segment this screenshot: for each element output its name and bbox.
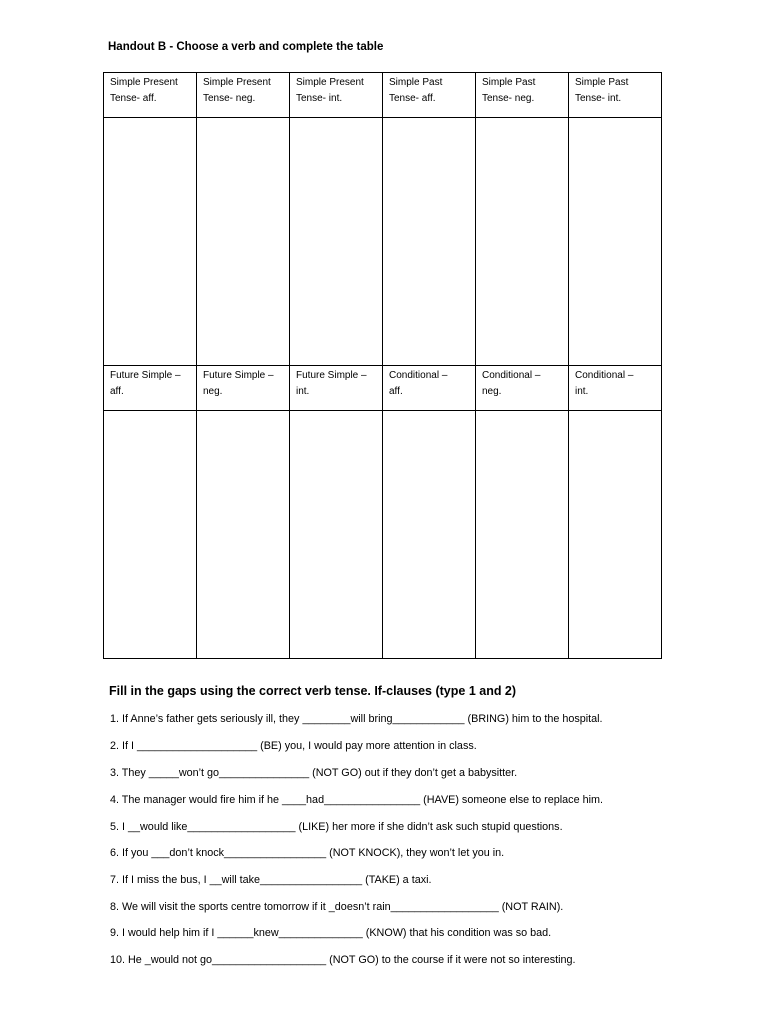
table-answer-row: [104, 118, 662, 366]
table-header-row: [104, 73, 662, 118]
table-header-cell: [104, 366, 197, 411]
exercise-item: 3. They _____won’t go_______________ (NOT GO) out if they don’t get a babysitter.: [110, 767, 518, 779]
answer-cell-simple-past-aff[interactable]: [383, 118, 476, 366]
exercise-item: 6. If you ___don’t knock_________________ (NOT KNOCK), they won’t let you in.: [110, 847, 505, 859]
answer-cell-simple-present-neg[interactable]: [197, 118, 290, 366]
table-header-cell: [383, 73, 476, 118]
table-header-cell: [290, 73, 383, 118]
answer-cell-simple-present-aff[interactable]: [104, 118, 197, 366]
table-header-cell: [383, 366, 476, 411]
table-header-cell: [476, 73, 569, 118]
column-label-simple-past-aff: Simple Past Tense- aff.: [389, 77, 443, 104]
answer-cell-conditional-neg[interactable]: [476, 411, 569, 659]
column-label-future-simple-int: Future Simple – int.: [296, 370, 367, 397]
column-label-conditional-aff: Conditional – aff.: [389, 370, 448, 397]
table-header-cell: [476, 366, 569, 411]
column-label-simple-present-int: Simple Present Tense- int.: [296, 77, 364, 104]
table-answer-row: [104, 411, 662, 659]
answer-cell-future-simple-aff[interactable]: [104, 411, 197, 659]
table-header-cell: [104, 73, 197, 118]
answer-cell-conditional-aff[interactable]: [383, 411, 476, 659]
exercise-item: 9. I would help him if I ______knew______________ (KNOW) that his condition was so bad.: [110, 927, 552, 939]
exercise-item: 1. If Anne’s father gets seriously ill, they ________will bring____________ (BRING) him to the hospital.: [110, 713, 603, 725]
exercise-item: 5. I __would like__________________ (LIKE) her more if she didn’t ask such stupid questions.: [110, 821, 563, 833]
column-label-simple-past-neg: Simple Past Tense- neg.: [482, 77, 536, 104]
table-header-cell: [569, 73, 662, 118]
exercise-item: 4. The manager would fire him if he ____had________________ (HAVE) someone else to replace him.: [110, 794, 603, 806]
column-label-future-simple-aff: Future Simple – aff.: [110, 370, 181, 397]
column-label-conditional-neg: Conditional – neg.: [482, 370, 541, 397]
exercise-item: 8. We will visit the sports centre tomorrow if it _doesn’t rain__________________ (NOT RAIN).: [110, 901, 564, 913]
column-label-simple-present-aff: Simple Present Tense- aff.: [110, 77, 178, 104]
table-header-cell: [197, 73, 290, 118]
answer-cell-future-simple-neg[interactable]: [197, 411, 290, 659]
handout-title: Handout B - Choose a verb and complete the table: [108, 41, 384, 53]
table-header-cell: [290, 366, 383, 411]
answer-cell-simple-past-int[interactable]: [569, 118, 662, 366]
column-label-simple-present-neg: Simple Present Tense- neg.: [203, 77, 271, 104]
exercise-item: 10. He _would not go___________________ (NOT GO) to the course if it were not so interesting.: [110, 954, 576, 966]
table-header-row: [104, 366, 662, 411]
answer-cell-future-simple-int[interactable]: [290, 411, 383, 659]
exercise-title: Fill in the gaps using the correct verb tense. If-clauses (type 1 and 2): [109, 684, 517, 698]
exercise-item: 7. If I miss the bus, I __will take_________________ (TAKE) a taxi.: [110, 874, 432, 886]
exercise-item: 2. If I ____________________ (BE) you, I would pay more attention in class.: [110, 740, 477, 752]
table-header-cell: [569, 366, 662, 411]
table-header-cell: [197, 366, 290, 411]
column-label-future-simple-neg: Future Simple – neg.: [203, 370, 274, 397]
answer-cell-conditional-int[interactable]: [569, 411, 662, 659]
answer-cell-simple-present-int[interactable]: [290, 118, 383, 366]
column-label-conditional-int: Conditional – int.: [575, 370, 634, 397]
tense-table: [103, 72, 662, 659]
column-label-simple-past-int: Simple Past Tense- int.: [575, 77, 629, 104]
answer-cell-simple-past-neg[interactable]: [476, 118, 569, 366]
